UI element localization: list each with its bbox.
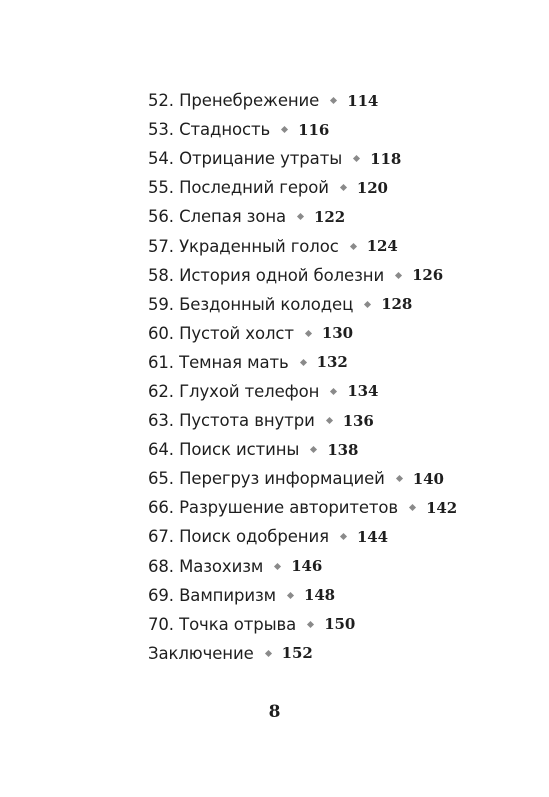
toc-entry-title: 52. Пренебрежение — [148, 91, 320, 111]
toc-entry — [148, 581, 457, 610]
toc-entry-title: 68. Мазохизм — [148, 556, 264, 576]
diamond-icon — [326, 417, 333, 424]
toc-entry — [148, 348, 457, 377]
toc-entry-page-number: 128 — [381, 295, 413, 314]
diamond-icon — [350, 242, 357, 249]
toc-entry-page-number: 134 — [347, 382, 379, 401]
toc-entry-page-number: 126 — [412, 266, 444, 285]
diamond-icon — [396, 475, 403, 482]
toc-entry-page-number: 150 — [324, 615, 356, 634]
diamond-icon — [310, 446, 317, 453]
toc-entry-page-number: 136 — [342, 411, 374, 430]
toc-entry-title: 56. Слепая зона — [148, 207, 287, 227]
toc-entry-title: 62. Глухой телефон — [148, 381, 320, 401]
diamond-icon — [300, 359, 307, 366]
toc-entry-title: 59. Бездонный колодец — [148, 294, 354, 314]
toc-entry-title: 55. Последний герой — [148, 178, 329, 198]
toc-entry — [148, 319, 457, 348]
diamond-icon — [330, 388, 337, 395]
toc-entry-title: 53. Стадность — [148, 120, 271, 140]
toc-entry — [148, 493, 457, 522]
toc-entry-title: 60. Пустой холст — [148, 323, 294, 343]
toc-entry — [148, 115, 457, 144]
toc-entry-page-number: 144 — [356, 527, 388, 546]
toc-entry-title: 66. Разрушение авторитетов — [148, 498, 399, 518]
toc-entry-title: 58. История одной болезни — [148, 265, 385, 285]
toc-entry-page-number: 122 — [314, 207, 346, 226]
toc-entry-page-number: 140 — [412, 469, 444, 488]
toc-entry-page-number: 124 — [366, 237, 398, 256]
toc-entry — [148, 231, 457, 260]
diamond-icon — [340, 533, 347, 540]
toc-entry-page-number: 148 — [304, 586, 336, 605]
toc-entry-title: Заключение — [148, 643, 254, 663]
toc-entry — [148, 202, 457, 231]
diamond-icon — [274, 563, 281, 570]
diamond-icon — [281, 126, 288, 133]
toc-entry — [148, 144, 457, 173]
toc-entry — [148, 377, 457, 406]
toc-entry-title: 70. Точка отрыва — [148, 614, 297, 634]
toc-entry — [148, 290, 457, 319]
toc-entry — [148, 522, 457, 551]
toc-entry — [148, 552, 457, 581]
diamond-icon — [265, 650, 272, 657]
toc-entry-page-number: 152 — [281, 644, 313, 663]
diamond-icon — [307, 621, 314, 628]
toc-entry-page-number: 118 — [370, 149, 402, 168]
toc-entry — [148, 406, 457, 435]
toc-entry-title: 54. Отрицание утраты — [148, 149, 343, 169]
diamond-icon — [305, 330, 312, 337]
page-number: 8 — [268, 702, 281, 722]
diamond-icon — [297, 213, 304, 220]
diamond-icon — [364, 301, 371, 308]
toc-entry-title: 65. Перегруз информацией — [148, 469, 385, 489]
toc-entry-page-number: 138 — [327, 440, 359, 459]
toc-entry-title: 63. Пустота внутри — [148, 411, 315, 431]
table-of-contents — [148, 86, 457, 668]
toc-entry — [148, 261, 457, 290]
toc-entry-page-number: 132 — [316, 353, 348, 372]
toc-entry-page-number: 130 — [321, 324, 353, 343]
diamond-icon — [395, 272, 402, 279]
toc-entry-page-number: 120 — [356, 178, 388, 197]
toc-entry-page-number: 146 — [291, 557, 323, 576]
toc-entry — [148, 86, 457, 115]
toc-entry — [148, 173, 457, 202]
toc-entry-title: 61. Темная мать — [148, 352, 289, 372]
diamond-icon — [330, 97, 337, 104]
toc-entry — [148, 610, 457, 639]
toc-entry-title: 64. Поиск истины — [148, 440, 300, 460]
toc-entry — [148, 435, 457, 464]
toc-entry-title: 67. Поиск одобрения — [148, 527, 329, 547]
diamond-icon — [409, 504, 416, 511]
toc-entry — [148, 464, 457, 493]
diamond-icon — [340, 184, 347, 191]
diamond-icon — [287, 592, 294, 599]
diamond-icon — [353, 155, 360, 162]
toc-entry-page-number: 116 — [298, 120, 330, 139]
toc-entry-title: 69. Вампиризм — [148, 585, 276, 605]
toc-entry — [148, 639, 457, 668]
toc-entry-title: 57. Украденный голос — [148, 236, 339, 256]
toc-entry-page-number: 142 — [426, 498, 458, 517]
toc-entry-page-number: 114 — [347, 91, 379, 110]
